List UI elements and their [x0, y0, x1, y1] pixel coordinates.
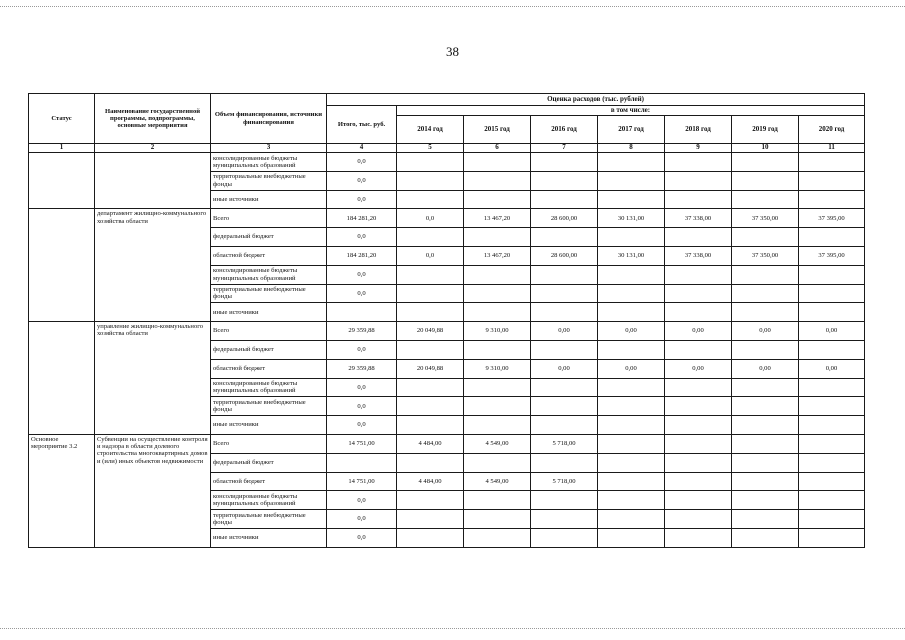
- year-value-cell: [799, 528, 865, 547]
- column-number: 3: [211, 144, 327, 153]
- year-value-cell: [732, 453, 799, 472]
- year-value-cell: [531, 153, 598, 172]
- year-value-cell: [799, 378, 865, 397]
- year-value-cell: 20 049,88: [397, 322, 464, 341]
- funding-source-cell: территориальные внебюджетные фонды: [211, 510, 327, 529]
- year-value-cell: [665, 491, 732, 510]
- year-value-cell: [799, 284, 865, 303]
- year-value-cell: 0,0: [397, 246, 464, 265]
- year-value-cell: [799, 190, 865, 209]
- scan-edge-line: [0, 628, 905, 629]
- year-value-cell: [799, 397, 865, 416]
- year-value-cell: [598, 340, 665, 359]
- year-value-cell: [531, 416, 598, 435]
- total-cell: 184 281,20: [327, 246, 397, 265]
- column-number: 10: [732, 144, 799, 153]
- year-value-cell: [464, 397, 531, 416]
- funding-source-cell: Всего: [211, 322, 327, 341]
- year-value-cell: [665, 528, 732, 547]
- year-value-cell: 37 338,00: [665, 209, 732, 228]
- header-year: 2015 год: [464, 116, 531, 144]
- year-value-cell: [665, 510, 732, 529]
- year-value-cell: [464, 378, 531, 397]
- total-cell: 0,0: [327, 491, 397, 510]
- header-total: Итого, тыс. руб.: [327, 106, 397, 144]
- year-value-cell: [665, 340, 732, 359]
- funding-source-cell: Всего: [211, 209, 327, 228]
- funding-source-cell: территориальные внебюджетные фонды: [211, 397, 327, 416]
- year-value-cell: [397, 491, 464, 510]
- column-number: 11: [799, 144, 865, 153]
- year-value-cell: [665, 453, 732, 472]
- year-value-cell: [799, 472, 865, 491]
- year-value-cell: [732, 171, 799, 190]
- total-cell: 184 281,20: [327, 209, 397, 228]
- year-value-cell: [665, 472, 732, 491]
- total-cell: 0,0: [327, 153, 397, 172]
- year-value-cell: 4 549,00: [464, 472, 531, 491]
- year-value-cell: [464, 190, 531, 209]
- year-value-cell: [665, 228, 732, 247]
- year-value-cell: [598, 265, 665, 284]
- year-value-cell: 37 395,00: [799, 246, 865, 265]
- year-value-cell: [598, 171, 665, 190]
- year-value-cell: [531, 491, 598, 510]
- year-value-cell: 0,00: [665, 322, 732, 341]
- year-value-cell: [665, 378, 732, 397]
- year-value-cell: [397, 397, 464, 416]
- year-value-cell: 9 310,00: [464, 359, 531, 378]
- year-value-cell: 5 718,00: [531, 434, 598, 453]
- year-value-cell: [732, 265, 799, 284]
- year-value-cell: [732, 491, 799, 510]
- total-cell: 0,0: [327, 397, 397, 416]
- column-number: 7: [531, 144, 598, 153]
- year-value-cell: [464, 453, 531, 472]
- year-value-cell: 0,00: [732, 322, 799, 341]
- year-value-cell: 4 484,00: [397, 472, 464, 491]
- funding-source-cell: иные источники: [211, 190, 327, 209]
- year-value-cell: [464, 491, 531, 510]
- header-name: Наименование государственной программы, подпрограммы, основные мероприятия: [95, 94, 211, 144]
- year-value-cell: 30 131,00: [598, 209, 665, 228]
- year-value-cell: [799, 416, 865, 435]
- funding-source-cell: федеральный бюджет: [211, 340, 327, 359]
- funding-source-cell: консолидированные бюджеты муниципальных образований: [211, 378, 327, 397]
- column-number: 6: [464, 144, 531, 153]
- year-value-cell: [799, 153, 865, 172]
- year-value-cell: [397, 228, 464, 247]
- total-cell: 0,0: [327, 190, 397, 209]
- total-cell: [327, 303, 397, 322]
- year-value-cell: [531, 265, 598, 284]
- table-row: [29, 209, 865, 228]
- year-value-cell: [799, 434, 865, 453]
- year-value-cell: [531, 171, 598, 190]
- year-value-cell: [598, 528, 665, 547]
- year-value-cell: [732, 228, 799, 247]
- column-number: 2: [95, 144, 211, 153]
- funding-source-cell: консолидированные бюджеты муниципальных образований: [211, 265, 327, 284]
- year-value-cell: 0,00: [531, 322, 598, 341]
- header-year: 2014 год: [397, 116, 464, 144]
- year-value-cell: [665, 397, 732, 416]
- year-value-cell: [799, 340, 865, 359]
- year-value-cell: [598, 416, 665, 435]
- total-cell: 0,0: [327, 340, 397, 359]
- funding-source-cell: территориальные внебюджетные фонды: [211, 284, 327, 303]
- header-year: 2019 год: [732, 116, 799, 144]
- total-cell: 29 359,88: [327, 359, 397, 378]
- status-cell: [29, 209, 95, 322]
- year-value-cell: [665, 416, 732, 435]
- year-value-cell: [397, 265, 464, 284]
- table-row: [29, 322, 865, 341]
- year-value-cell: [598, 491, 665, 510]
- year-value-cell: [799, 228, 865, 247]
- header-volume: Объем финансирования, источники финансирования: [211, 94, 327, 144]
- year-value-cell: [531, 397, 598, 416]
- year-value-cell: 37 350,00: [732, 209, 799, 228]
- year-value-cell: [397, 528, 464, 547]
- total-cell: 0,0: [327, 284, 397, 303]
- year-value-cell: [598, 153, 665, 172]
- year-value-cell: [665, 303, 732, 322]
- year-value-cell: [464, 416, 531, 435]
- table-row: [29, 434, 865, 453]
- year-value-cell: [665, 190, 732, 209]
- year-value-cell: [531, 228, 598, 247]
- year-value-cell: [732, 528, 799, 547]
- year-value-cell: 28 600,00: [531, 246, 598, 265]
- total-cell: 29 359,88: [327, 322, 397, 341]
- funding-source-cell: областной бюджет: [211, 472, 327, 491]
- total-cell: 14 751,00: [327, 472, 397, 491]
- year-value-cell: [598, 378, 665, 397]
- year-value-cell: [531, 528, 598, 547]
- year-value-cell: 4 484,00: [397, 434, 464, 453]
- header-including: в том числе:: [397, 106, 865, 116]
- year-value-cell: [531, 190, 598, 209]
- year-value-cell: [464, 340, 531, 359]
- year-value-cell: [464, 528, 531, 547]
- year-value-cell: [732, 153, 799, 172]
- total-cell: 0,0: [327, 265, 397, 284]
- year-value-cell: [397, 190, 464, 209]
- year-value-cell: [464, 510, 531, 529]
- year-value-cell: [397, 510, 464, 529]
- status-cell: [29, 322, 95, 435]
- year-value-cell: [732, 472, 799, 491]
- year-value-cell: 5 718,00: [531, 472, 598, 491]
- year-value-cell: [464, 303, 531, 322]
- column-number: 9: [665, 144, 732, 153]
- year-value-cell: 0,00: [598, 322, 665, 341]
- year-value-cell: [531, 453, 598, 472]
- year-value-cell: 20 049,88: [397, 359, 464, 378]
- scan-edge-line: [0, 6, 905, 7]
- total-cell: 0,0: [327, 171, 397, 190]
- year-value-cell: [665, 153, 732, 172]
- year-value-cell: [732, 510, 799, 529]
- total-cell: 0,0: [327, 228, 397, 247]
- year-value-cell: [598, 228, 665, 247]
- year-value-cell: [598, 284, 665, 303]
- year-value-cell: 0,00: [732, 359, 799, 378]
- year-value-cell: 0,00: [531, 359, 598, 378]
- year-value-cell: [799, 171, 865, 190]
- year-value-cell: 37 395,00: [799, 209, 865, 228]
- year-value-cell: [665, 434, 732, 453]
- header-year: 2016 год: [531, 116, 598, 144]
- total-cell: 0,0: [327, 510, 397, 529]
- funding-source-cell: областной бюджет: [211, 359, 327, 378]
- year-value-cell: [598, 397, 665, 416]
- year-value-cell: 13 467,20: [464, 209, 531, 228]
- year-value-cell: [665, 171, 732, 190]
- year-value-cell: [531, 303, 598, 322]
- header-estimate: Оценка расходов (тыс. рублей): [327, 94, 865, 106]
- total-cell: 0,0: [327, 378, 397, 397]
- year-value-cell: 30 131,00: [598, 246, 665, 265]
- year-value-cell: [598, 434, 665, 453]
- year-value-cell: 4 549,00: [464, 434, 531, 453]
- year-value-cell: [732, 190, 799, 209]
- total-cell: 0,0: [327, 528, 397, 547]
- year-value-cell: [464, 228, 531, 247]
- program-name-cell: департамент жилищно-коммунального хозяйства области: [95, 209, 211, 322]
- year-value-cell: [799, 265, 865, 284]
- year-value-cell: 37 350,00: [732, 246, 799, 265]
- year-value-cell: [799, 453, 865, 472]
- table-row: [29, 153, 865, 172]
- year-value-cell: [732, 378, 799, 397]
- year-value-cell: 37 338,00: [665, 246, 732, 265]
- funding-source-cell: консолидированные бюджеты муниципальных образований: [211, 491, 327, 510]
- funding-source-cell: областной бюджет: [211, 246, 327, 265]
- program-name-cell: управление жилищно-коммунального хозяйства области: [95, 322, 211, 435]
- column-number: 8: [598, 144, 665, 153]
- funding-source-cell: Всего: [211, 434, 327, 453]
- status-cell: Основное мероприятие 3.2: [29, 434, 95, 547]
- year-value-cell: [799, 303, 865, 322]
- year-value-cell: [531, 340, 598, 359]
- column-number: 1: [29, 144, 95, 153]
- year-value-cell: [531, 284, 598, 303]
- year-value-cell: [397, 171, 464, 190]
- year-value-cell: [732, 303, 799, 322]
- year-value-cell: [397, 153, 464, 172]
- year-value-cell: [464, 284, 531, 303]
- expenditure-table: [28, 93, 864, 548]
- program-name-cell: [95, 153, 211, 209]
- year-value-cell: [732, 397, 799, 416]
- page-number: 38: [446, 44, 459, 59]
- year-value-cell: [397, 378, 464, 397]
- status-cell: [29, 153, 95, 209]
- year-value-cell: 0,00: [799, 359, 865, 378]
- funding-source-cell: иные источники: [211, 416, 327, 435]
- year-value-cell: [598, 510, 665, 529]
- year-value-cell: [598, 190, 665, 209]
- year-value-cell: [397, 340, 464, 359]
- column-number: 5: [397, 144, 464, 153]
- year-value-cell: [397, 416, 464, 435]
- year-value-cell: [464, 153, 531, 172]
- year-value-cell: 9 310,00: [464, 322, 531, 341]
- year-value-cell: [732, 284, 799, 303]
- total-cell: [327, 453, 397, 472]
- year-value-cell: 0,00: [799, 322, 865, 341]
- year-value-cell: [799, 510, 865, 529]
- funding-source-cell: федеральный бюджет: [211, 228, 327, 247]
- year-value-cell: [397, 284, 464, 303]
- year-value-cell: [464, 265, 531, 284]
- year-value-cell: [732, 416, 799, 435]
- year-value-cell: [665, 284, 732, 303]
- funding-source-cell: территориальные внебюджетные фонды: [211, 171, 327, 190]
- year-value-cell: [531, 510, 598, 529]
- year-value-cell: 0,0: [397, 209, 464, 228]
- year-value-cell: [732, 340, 799, 359]
- year-value-cell: [598, 303, 665, 322]
- total-cell: 14 751,00: [327, 434, 397, 453]
- funding-source-cell: консолидированные бюджеты муниципальных образований: [211, 153, 327, 172]
- header-year: 2020 год: [799, 116, 865, 144]
- funding-source-cell: иные источники: [211, 528, 327, 547]
- total-cell: 0,0: [327, 416, 397, 435]
- year-value-cell: [464, 171, 531, 190]
- header-year: 2017 год: [598, 116, 665, 144]
- year-value-cell: 0,00: [598, 359, 665, 378]
- year-value-cell: [732, 434, 799, 453]
- header-year: 2018 год: [665, 116, 732, 144]
- year-value-cell: [665, 265, 732, 284]
- year-value-cell: 28 600,00: [531, 209, 598, 228]
- year-value-cell: [397, 453, 464, 472]
- header-status: Статус: [29, 94, 95, 144]
- year-value-cell: 0,00: [665, 359, 732, 378]
- year-value-cell: [799, 491, 865, 510]
- program-name-cell: Субвенции на осуществление контроля и надзора в области долевого строительства многоквартирных домов и (или) иных объектов недвижимости: [95, 434, 211, 547]
- year-value-cell: [598, 453, 665, 472]
- year-value-cell: 13 467,20: [464, 246, 531, 265]
- year-value-cell: [397, 303, 464, 322]
- funding-source-cell: федеральный бюджет: [211, 453, 327, 472]
- funding-source-cell: иные источники: [211, 303, 327, 322]
- year-value-cell: [598, 472, 665, 491]
- year-value-cell: [531, 378, 598, 397]
- column-number: 4: [327, 144, 397, 153]
